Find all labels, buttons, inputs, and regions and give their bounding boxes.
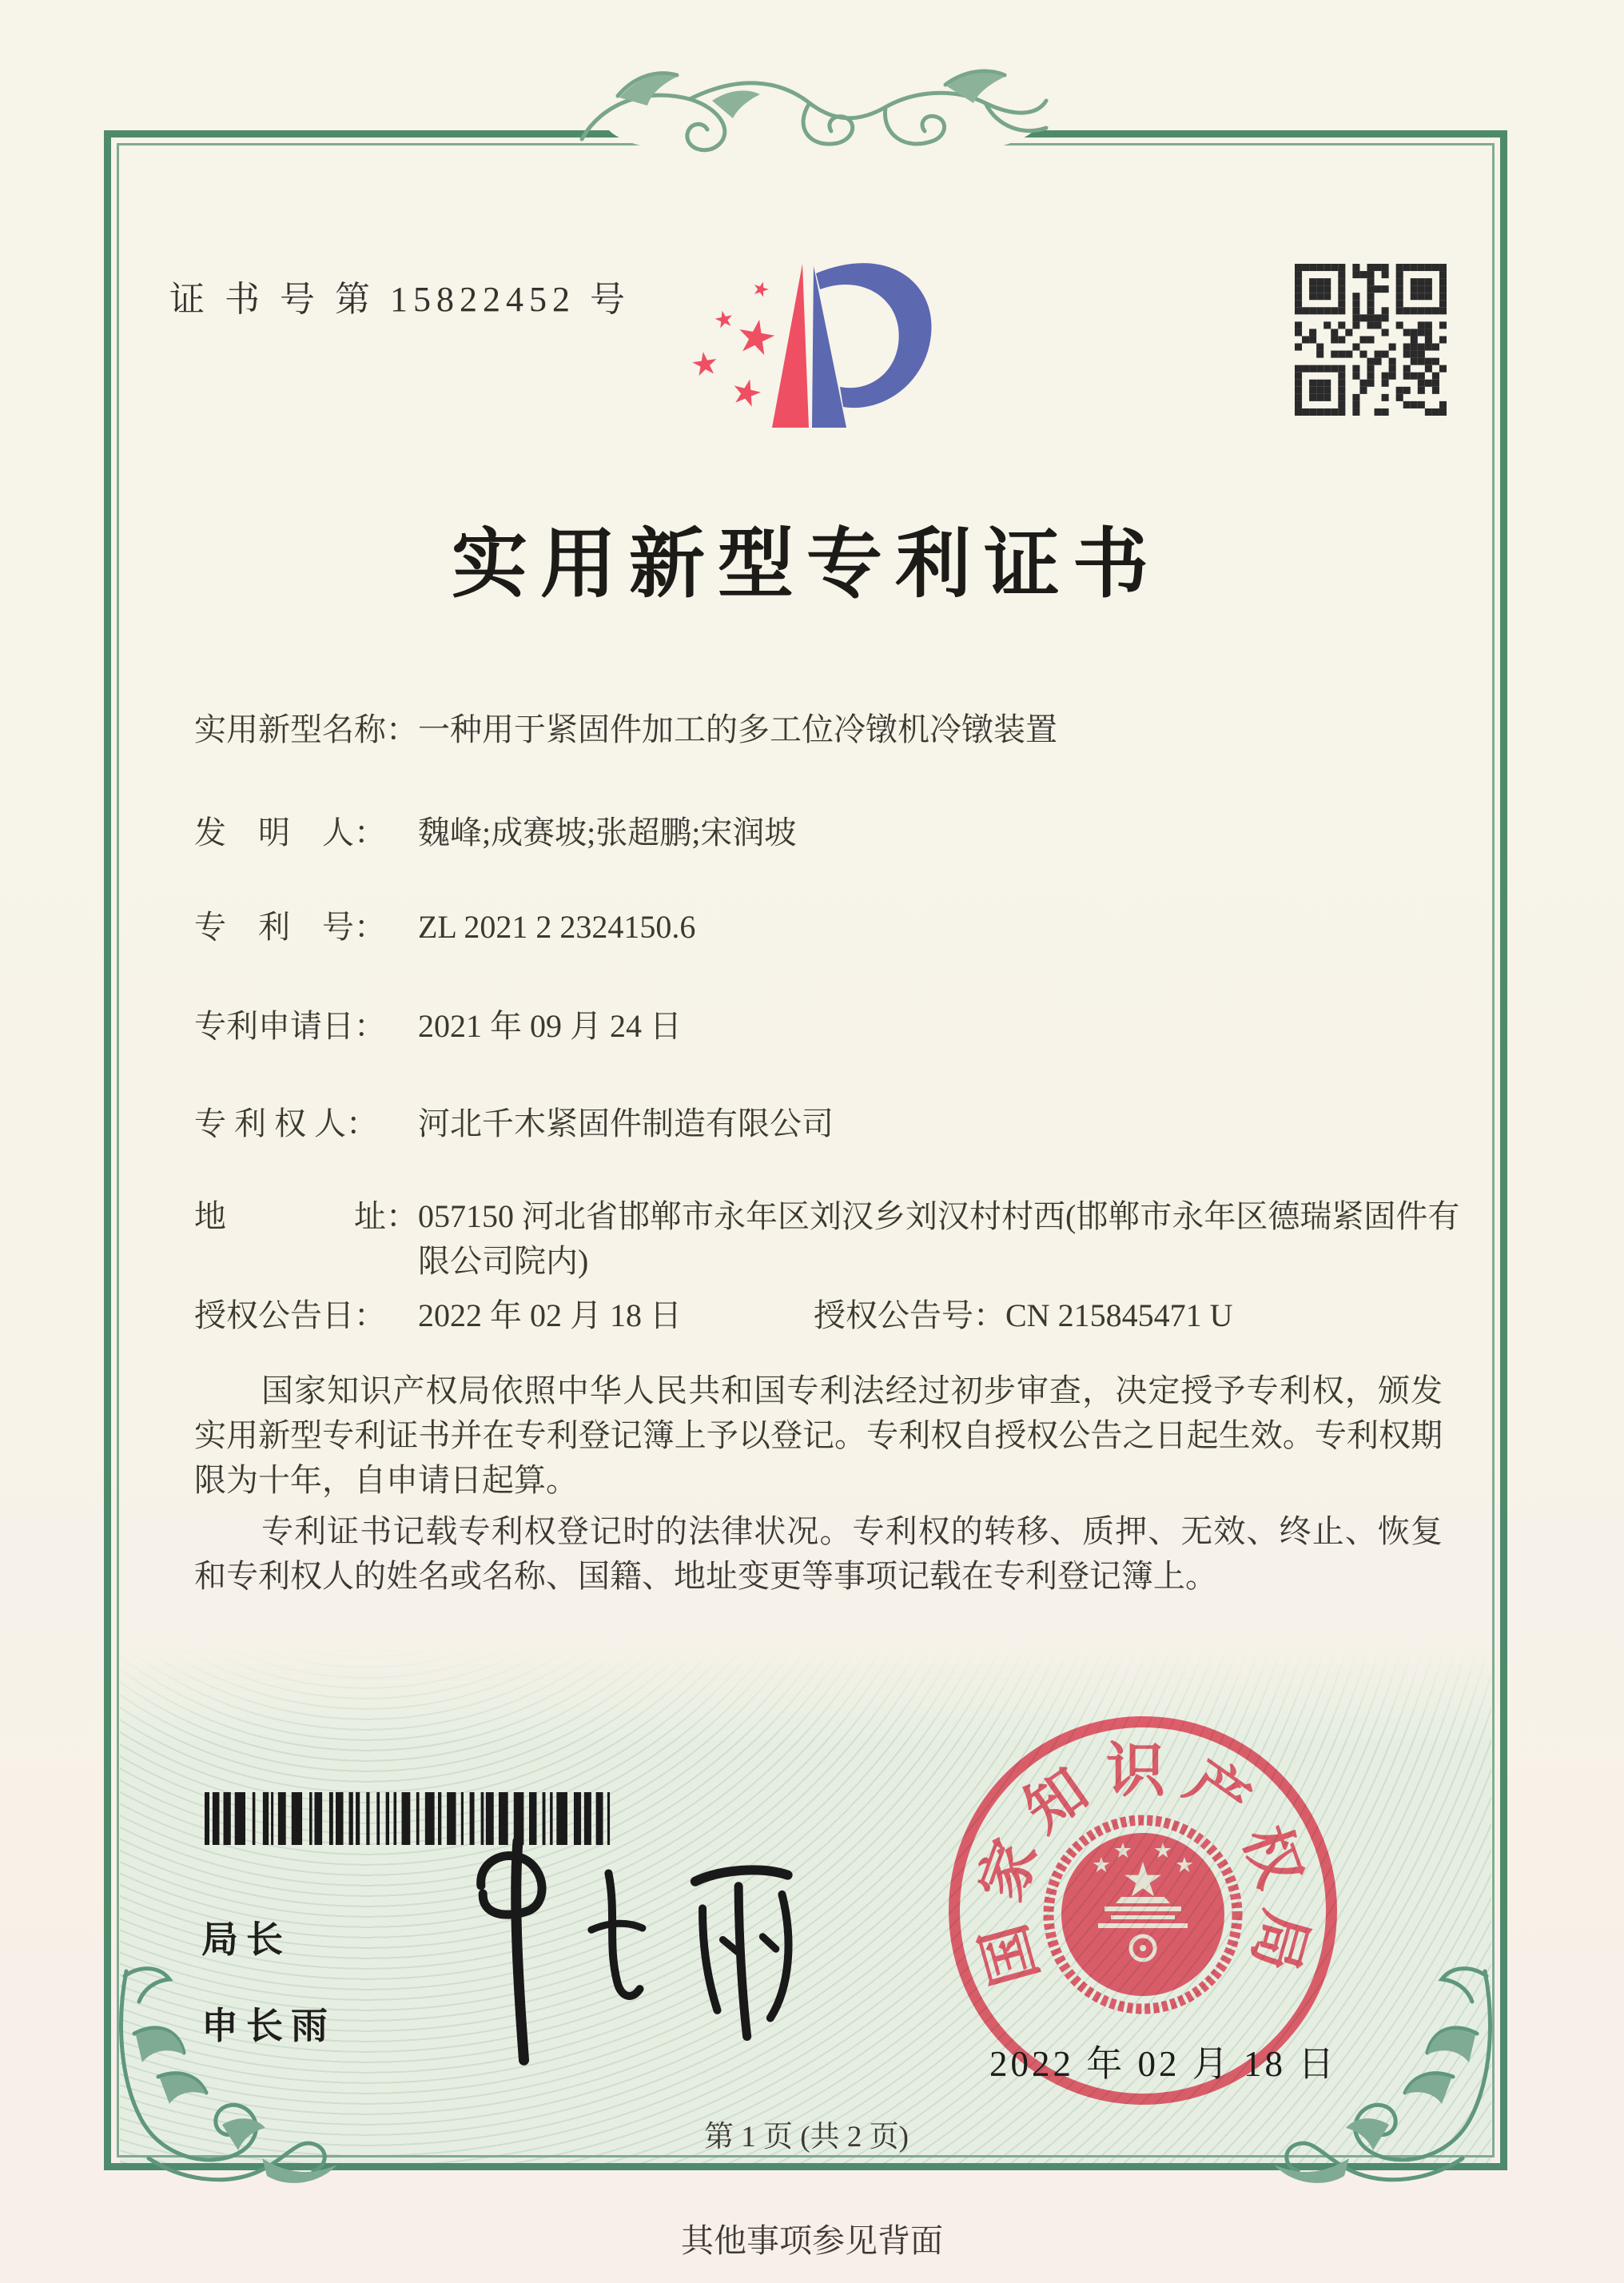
- field-inventor-label: 发 明 人：: [194, 815, 386, 851]
- field-patentee-label: 专 利 权 人：: [194, 1106, 378, 1142]
- field-grant-no-label: 授权公告号：: [814, 1297, 1005, 1333]
- back-note: 其他事项参见背面: [681, 2222, 943, 2259]
- field-patent-no-label: 专 利 号：: [194, 909, 386, 945]
- field-address-value: 057150 河北省邯郸市永年区刘汉乡刘汉村村西(邯郸市永年区德瑞紧固件有限公司院内): [418, 1198, 1460, 1279]
- field-filing-date-label: 专利申请日：: [194, 1008, 386, 1044]
- dragon-ornament-icon: [570, 59, 1049, 171]
- field-address: [194, 1194, 1481, 1284]
- legal-paragraph-1: 国家知识产权局依照中华人民共和国专利法经过初步审查，决定授予专利权，颁发实用新型专利证书并在专利登记簿上予以登记。专利权自授权公告之日起生效。专利权期限为十年，自申请日起算。: [194, 1373, 1443, 1498]
- field-grant-date: [194, 1293, 682, 1338]
- seal-agency-text: 国家知识产权局: [967, 1738, 1319, 1992]
- field-patentee-value: 河北千木紧固件制造有限公司: [418, 1106, 834, 1142]
- commissioner-name: 申长雨: [201, 2005, 336, 2046]
- field-name-value: 一种用于紧固件加工的多工位冷镦机冷镦装置: [418, 711, 1057, 747]
- field-name-label: 实用新型名称：: [194, 711, 418, 747]
- field-inventor: [194, 811, 796, 855]
- field-patentee: [194, 1102, 834, 1146]
- field-grant-no-value: CN 215845471 U: [1005, 1297, 1233, 1333]
- field-grant-date-label: 授权公告日：: [194, 1297, 386, 1333]
- cnipa-logo-icon: [686, 238, 933, 434]
- field-name: [194, 707, 1057, 752]
- legal-paragraph-2: 专利证书记载专利权登记时的法律状况。专利权的转移、质押、无效、终止、恢复和专利权人的姓名或名称、国籍、地址变更等事项记载在专利登记簿上。: [194, 1513, 1443, 1594]
- field-filing-date-value: 2021 年 09 月 24 日: [418, 1008, 682, 1044]
- commissioner-title: 局长: [201, 1918, 291, 1960]
- field-grant-date-value: 2022 年 02 月 18 日: [418, 1297, 682, 1333]
- field-patent-no: [194, 905, 695, 950]
- certificate-title: 实用新型专利证书: [451, 522, 1161, 607]
- field-inventor-value: 魏峰;成赛坡;张超鹏;宋润坡: [418, 815, 797, 851]
- page-indicator: 第 1 页 (共 2 页): [704, 2121, 909, 2154]
- field-filing-date: [194, 1004, 682, 1049]
- legal-text: [194, 1369, 1443, 1605]
- certificate-number: 证 书 号 第 15822452 号: [169, 280, 631, 319]
- field-patent-no-value: ZL 2021 2 2324150.6: [418, 909, 696, 945]
- qr-code: [1295, 264, 1447, 416]
- seal-date: 2022 年 02 月 18 日: [989, 2044, 1338, 2084]
- commissioner-signature-icon: [455, 1816, 831, 2093]
- field-grant-no: [814, 1293, 1232, 1338]
- field-address-label: 地 址：: [194, 1198, 418, 1234]
